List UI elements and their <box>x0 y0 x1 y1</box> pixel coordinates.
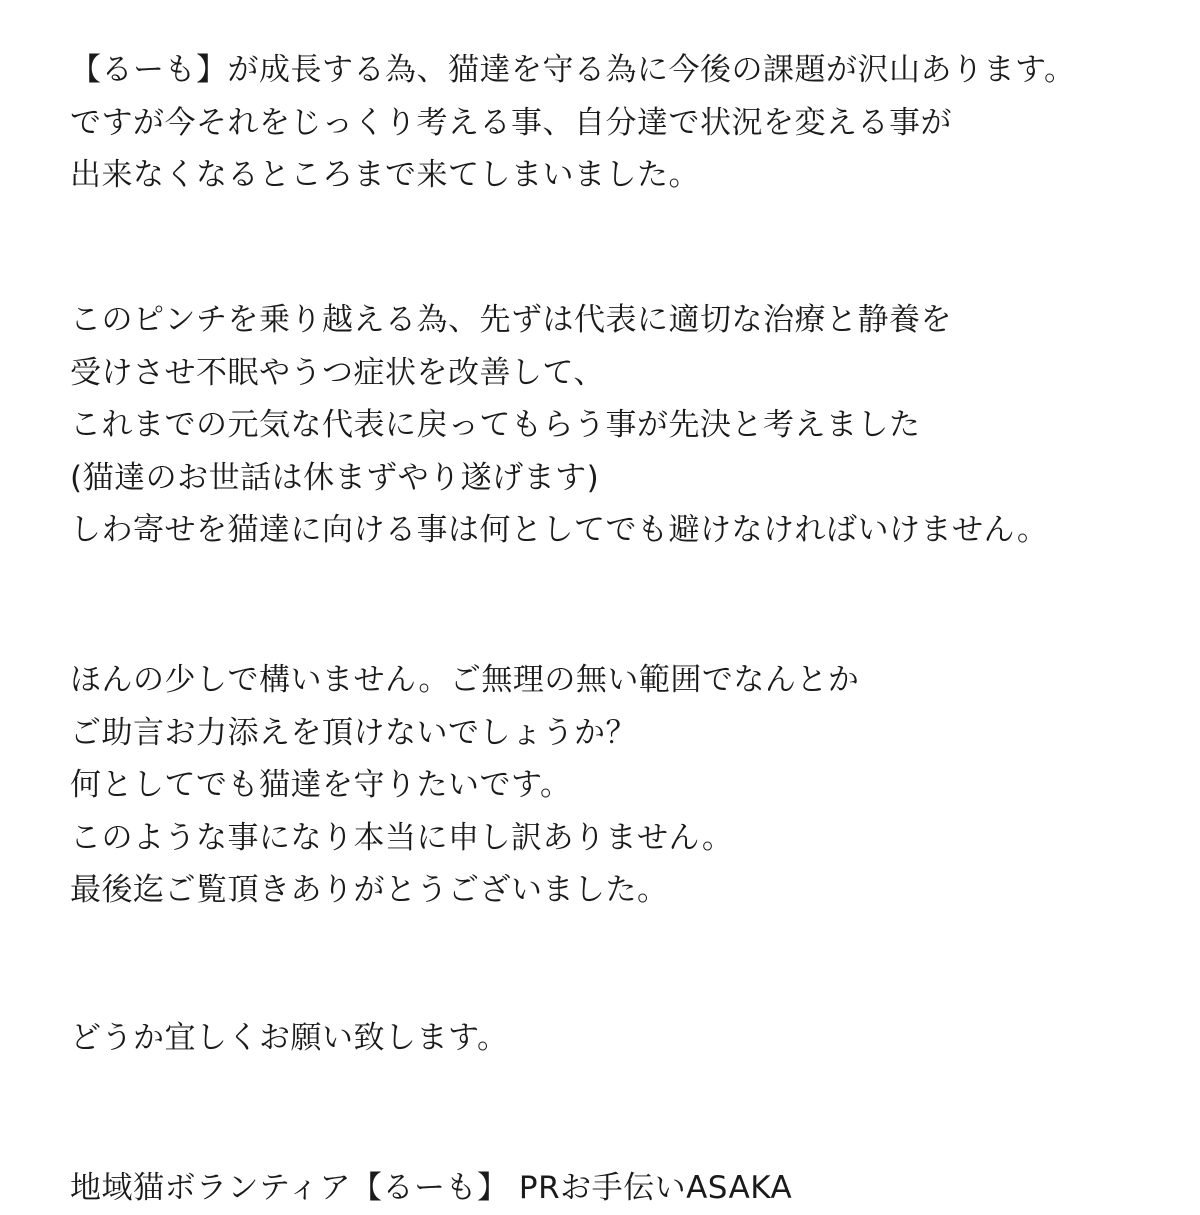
paragraph-plan <box>70 294 1048 557</box>
document-body <box>70 44 1180 1206</box>
signature <box>70 1162 792 1215</box>
text-line: しわ寄せを猫達に向ける事は何としてでも避けなければいけません。 <box>70 512 1049 548</box>
text-line: 何としてでも猫達を守りたいです。 <box>70 767 572 803</box>
paragraph-request <box>70 654 859 917</box>
text-line: どうか宜しくお願い致します。 <box>70 1020 509 1056</box>
text-line: ですが今それをじっくり考える事、自分達で状況を変える事が <box>70 104 952 141</box>
text-line: このような事になり本当に申し訳ありません。 <box>70 819 734 856</box>
text-line: 最後迄ご覧頂きありがとうございました。 <box>70 872 669 908</box>
paragraph-challenges <box>70 44 1180 202</box>
text-line: このピンチを乗り越える為、先ずは代表に適切な治療と静養を <box>70 302 952 338</box>
text-line: 受けさせ不眠やうつ症状を改善して、 <box>70 354 605 391</box>
signature-line: 地域猫ボランティア【るーも】 PRお手伝いASAKA <box>70 1170 793 1206</box>
text-line: ほんの少しで構いません。ご無理の無い範囲でなんとか <box>70 662 860 698</box>
text-line: ご助言お力添えを頂けないでしょうか？ <box>70 714 637 751</box>
paragraph-closing <box>70 1012 509 1065</box>
text-line: 【るーも】が成長する為、猫達を守る為に今後の課題が沢山あります。 <box>70 52 1076 88</box>
text-line: 出来なくなるところまで来てしまいました。 <box>70 157 700 193</box>
text-line: (猫達のお世話は休まずやり遂げます) <box>70 459 600 496</box>
text-line: これまでの元気な代表に戻ってもらう事が先決と考えました <box>70 407 921 443</box>
